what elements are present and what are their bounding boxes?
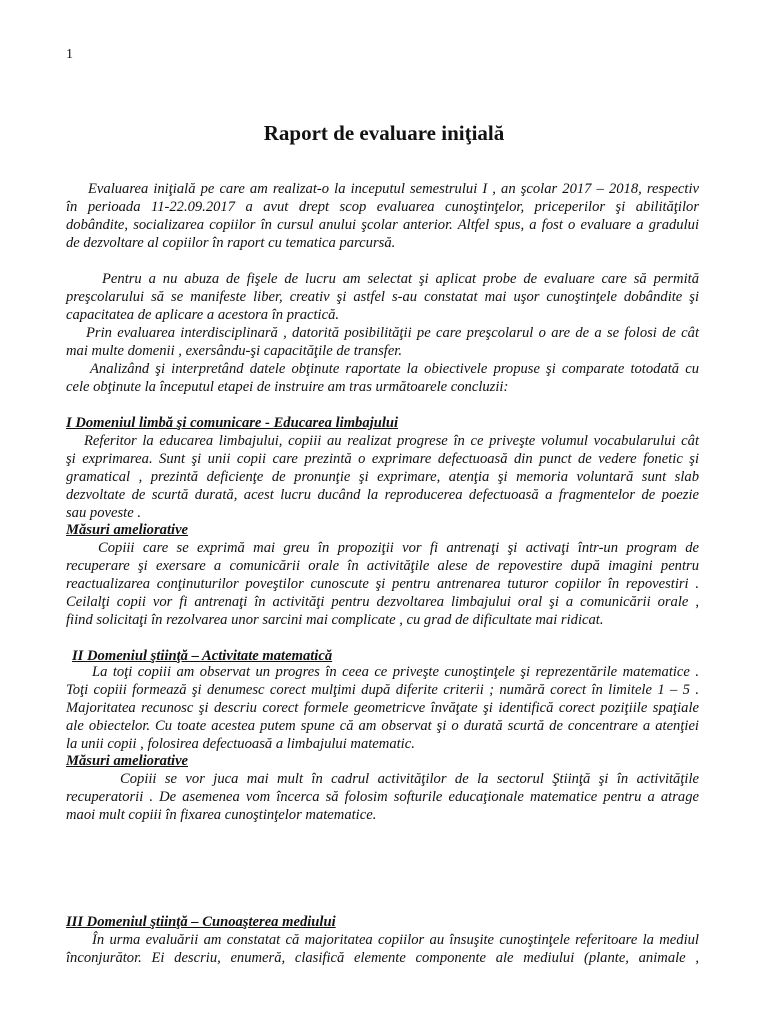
paragraph-line: cele obţinute la începutul etapei de instruire am tras următoarele concluzii: bbox=[66, 379, 509, 395]
paragraph-line: Analizând şi interpretând datele obţinute raportate la obiectivele propuse şi comparate totodată cu bbox=[90, 361, 699, 377]
paragraph-line: Copiii care se exprimă mai greu în propoziţii vor fi antrenaţi şi activaţi într-un program de bbox=[98, 540, 699, 556]
section-heading-matematica: II Domeniul ştiinţă – Activitate matematică bbox=[72, 648, 333, 664]
paragraph-line: înconjurător. Ei descriu, enumeră, clasifică elemente componente ale mediului (plante, animale , bbox=[66, 950, 699, 966]
paragraph-line: Referitor la educarea limbajului, copiii au realizat progrese în ce priveşte volumul vocabularului cât bbox=[84, 433, 699, 449]
section-heading-cunoasterea-mediului: III Domeniul ştiinţă – Cunoaşterea mediului bbox=[66, 914, 336, 930]
subheading-masuri-ameliorative: Măsuri ameliorative bbox=[66, 753, 189, 769]
paragraph-line: La toţi copiii am observat un progres în ceea ce priveşte cunoştinţele şi reprezentările matematice . bbox=[92, 664, 699, 680]
paragraph-line: mai multe domenii , exersându-şi capacităţile de transfer. bbox=[66, 343, 403, 359]
page-number: 1 bbox=[66, 47, 73, 62]
section-heading-limba: I Domeniul limbă şi comunicare - Educarea limbajului bbox=[66, 415, 399, 431]
paragraph-line: maoi mult copiii în fixarea cunoştinţelor matematice. bbox=[66, 807, 377, 823]
paragraph-line: recuperatorii . De asemenea vom încerca să folosim softurile educaţionale matematice pentru a atrage bbox=[66, 789, 699, 805]
paragraph-line: În urma evaluării am constatat că majoritatea copiilor au însuşite cunoştinţele referitoare la mediul bbox=[92, 932, 699, 948]
paragraph-line: dezvoltate de scurtă durată, acest lucru ducând la reproducerea defectuoasă a fragmentelor de poezie bbox=[66, 487, 699, 503]
paragraph-line: dobândite, socializarea copiilor în cursul anului şcolar anterior. Altfel spus, a fost o evaluare a gradului bbox=[66, 217, 699, 233]
paragraph-line: Ceilalţi copii vor fi antrenaţi în activităţi pentru dezvoltarea limbajului oral şi a comunicării orale , bbox=[66, 594, 699, 610]
paragraph-line: Evaluarea iniţială pe care am realizat-o la inceputul semestrului I , an şcolar 2017 – 2018, respectiv bbox=[88, 181, 699, 197]
paragraph-line: Copiii se vor juca mai mult în cadrul activităţilor de la sectorul Ştiinţă şi în activităţile bbox=[120, 771, 699, 787]
paragraph-line: şi exprimarea. Sunt şi unii copii care prezintă o exprimare defectuoasă din punct de vedere fonetic şi bbox=[66, 451, 699, 467]
paragraph-line: de dezvoltare al copiilor în raport cu tematica parcursă. bbox=[66, 235, 396, 251]
paragraph-line: gramatical , prezintă deficienţe de pronunţie şi exprimare, atenţia şi memoria voluntară sunt slab bbox=[66, 469, 699, 485]
paragraph-line: fiind solicitaţi în rezolvarea unor sarcini mai complicate , cu grad de dificultate mai ridicat. bbox=[66, 612, 604, 628]
paragraph-line: la unii copii , folosirea defectuoasă a limbajului matematic. bbox=[66, 736, 415, 752]
paragraph-line: reactualizarea conţinuturilor poveştilor cunoscute şi pentru antrenarea tuturor copiilor în repovestiri . bbox=[66, 576, 699, 592]
paragraph-line: sau poveste . bbox=[66, 505, 141, 521]
paragraph-line: în perioada 11-22.09.2017 a avut drept scop evaluarea cunoştinţelor, priceperilor şi abilităţilor bbox=[66, 199, 699, 215]
paragraph-line: recuperare şi exersare a comunicării orale în activităţile alese de repovestire după imagini pentru bbox=[66, 558, 699, 574]
subheading-masuri-ameliorative: Măsuri ameliorative bbox=[66, 522, 189, 538]
paragraph-line: Majoritatea recunosc şi descriu corect formele geometricve învăţate şi identifică corect poziţiile spaţiale bbox=[66, 700, 699, 716]
paragraph-line: capacitatea de aplicare a acestora în practică. bbox=[66, 307, 340, 323]
paragraph-line: preşcolarului să se manifeste liber, creativ şi astfel s-au constatat mai uşor cunoştinţele dobândite şi bbox=[66, 289, 699, 305]
paragraph-line: Toţi copiii formează şi denumesc corect mulţimi după diferite criterii ; numără corect în limitele 1 – 5 . bbox=[66, 682, 699, 698]
paragraph-line: ale obiectelor. Cu toate acestea putem spune că am observat şi o durată scurtă de concentrare a atenţiei bbox=[66, 718, 699, 734]
paragraph-line: Prin evaluarea interdisciplinară , datorită posibilităţii pe care preşcolarul o are de a se folosi de cât bbox=[86, 325, 699, 341]
document-title: Raport de evaluare iniţială bbox=[263, 121, 505, 145]
paragraph-line: Pentru a nu abuza de fişele de lucru am selectat şi aplicat probe de evaluare care să permită bbox=[102, 271, 699, 287]
